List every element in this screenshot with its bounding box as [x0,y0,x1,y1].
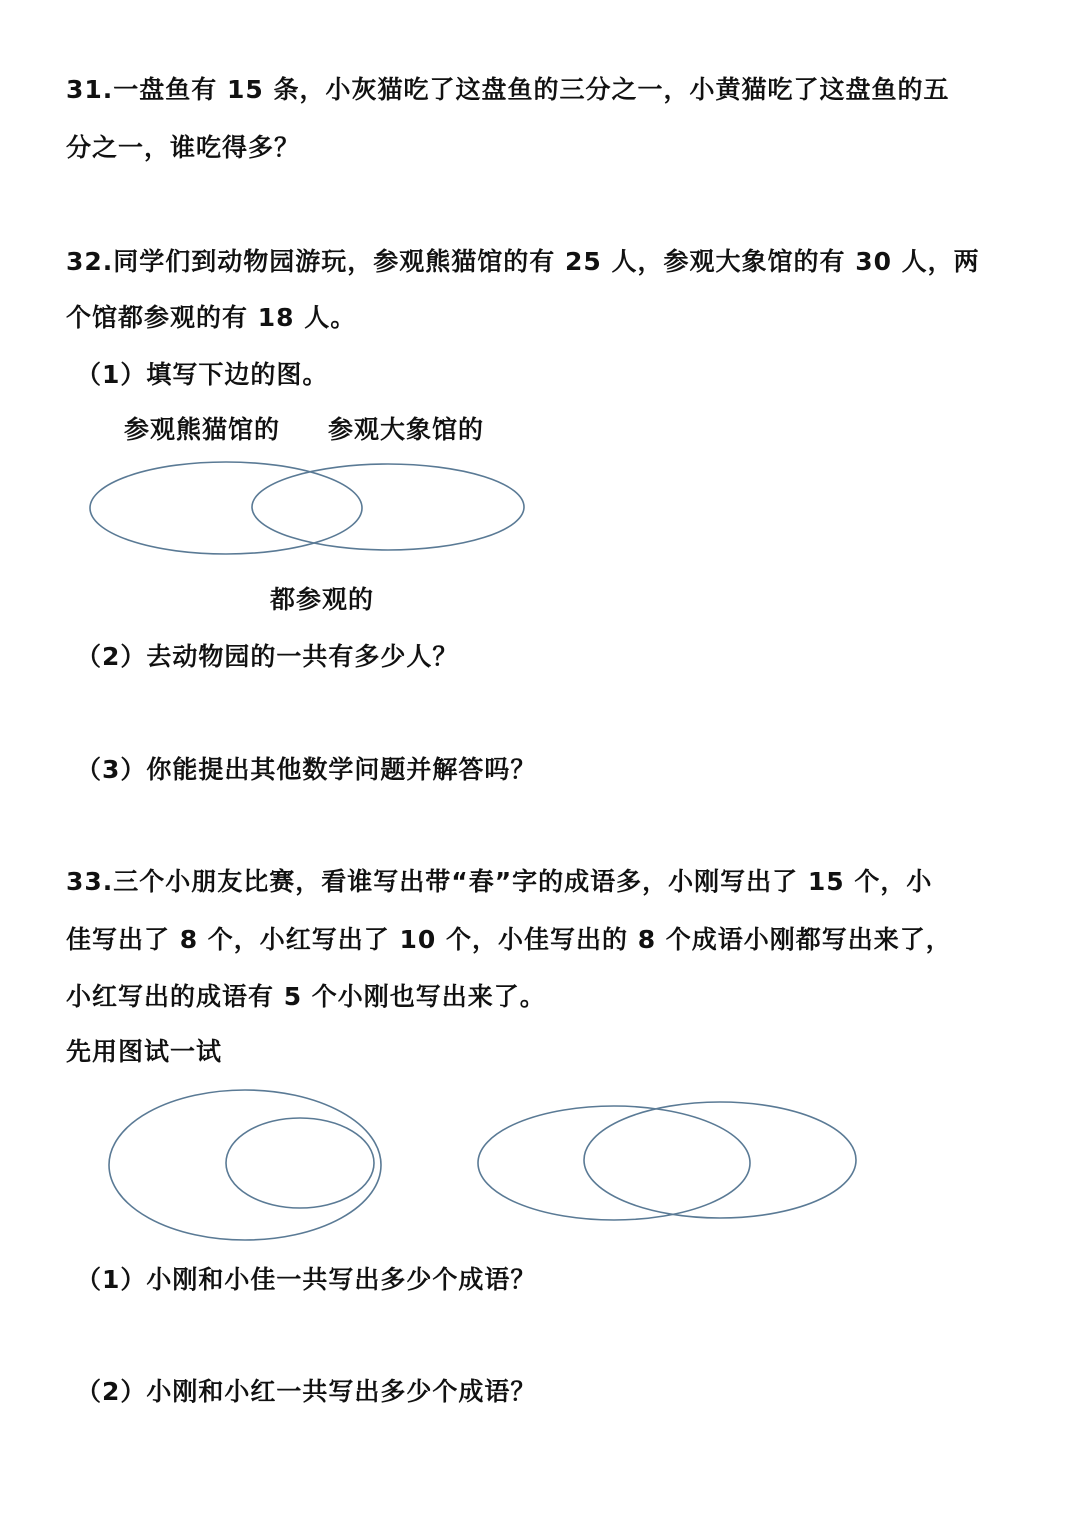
ellipse-elephant [252,464,524,550]
venn-diagram-nested [109,1090,381,1240]
q33-part-1: （1）小刚和小佳一共写出多少个成语？ [76,1265,537,1294]
venn-label-panda: 参观熊猫馆的 [124,415,281,444]
venn-label-elephant: 参观大象馆的 [328,415,485,444]
ellipse-inner [226,1118,374,1208]
q31-line-1: 31.一盘鱼有 15 条，小灰猫吃了这盘鱼的三分之一，小黄猫吃了这盘鱼的五 [66,75,950,104]
venn-diagram-overlap [478,1102,856,1220]
ellipse-outer [109,1090,381,1240]
q31-line-2: 分之一，谁吃得多？ [66,133,301,162]
venn-label-both: 都参观的 [270,585,375,614]
q33-part-2: （2）小刚和小红一共写出多少个成语？ [76,1377,537,1406]
q33-prompt: 先用图试一试 [66,1037,223,1066]
q33-line-1: 33.三个小朋友比赛，看谁写出带“春”字的成语多，小刚写出了 15 个，小 [66,867,933,896]
q33-line-3: 小红写出的成语有 5 个小刚也写出来了。 [66,982,546,1011]
ellipse-panda [90,462,362,554]
q32-line-1: 32.同学们到动物园游玩，参观熊猫馆的有 25 人，参观大象馆的有 30 人，两 [66,247,980,276]
q32-line-2: 个馆都参观的有 18 人。 [66,303,357,332]
ellipse-right [584,1102,856,1218]
q32-part-3: （3）你能提出其他数学问题并解答吗？ [76,755,537,784]
q33-line-2: 佳写出了 8 个，小红写出了 10 个，小佳写出的 8 个成语小刚都写出来了， [66,925,952,954]
venn-diagram-zoo [90,462,524,554]
q32-part-1: （1）填写下边的图。 [76,360,329,389]
q32-part-2: （2）去动物园的一共有多少人？ [76,642,459,671]
